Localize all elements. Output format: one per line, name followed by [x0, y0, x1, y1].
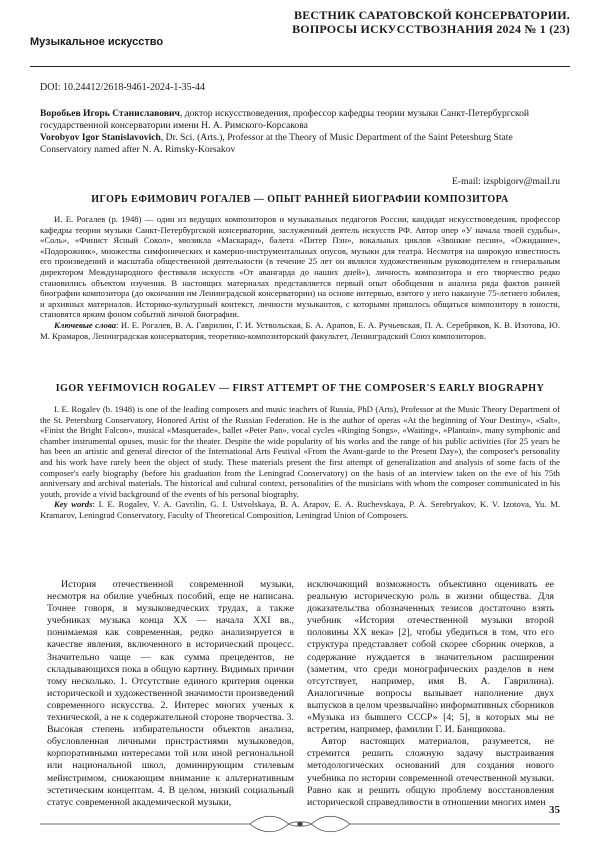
body-column-right — [307, 579, 554, 809]
keywords-en — [40, 499, 560, 520]
body-paragraph: История отечественной современной музыки, несмотря на обилие учебных пособий, еще не написана. Точнее говоря, в музыковедческих трудах, а также учебниках музыка конца XX — начала XXI вв., понимаемая как современная, редко анализируется в качестве явления, включенного в исторический процесс. Значительно чаще — как сумма прецедентов, не складывающихся пока в общую картину. Видимых причин тому несколько. 1. Отсутствие единого критерия оценки исторической и художественной значимости произведений современного искусства. 2. Интерес многих ученых к технической, а не к содержательной стороне творчества. 3. Высокая степень избирательности объектов анализа, обусловленная личными пристрастиями музыковедов, корпоративными интересами той или иной региональной или национальной школ, доминирующим стилевым мейнстримом, снижающим внимание к альтернативным эстетическим концептам. 4. В целом, низкий социальный статус современной академической музыки, — [47, 579, 294, 808]
keywords-ru — [40, 320, 560, 341]
abstract-ru — [40, 214, 560, 341]
journal-title-line1: ВЕСТНИК САРАТОВСКОЙ КОНСЕРВАТОРИИ. — [293, 8, 570, 22]
header-rule — [30, 66, 570, 67]
body-column-left — [47, 579, 294, 809]
author-en-desc: , Dr. Sci. (Arts.), Professor at the Theory of Music Department of the Saint Petersburg State Conservatory named after N. A. Rimsky-Korsakov — [40, 132, 513, 155]
running-header — [30, 8, 570, 64]
keywords-ru-label: Ключевые слова — [54, 319, 117, 330]
journal-title — [292, 8, 570, 36]
author-en — [40, 132, 560, 155]
article-title-en: IGOR YEFIMOVICH ROGALEV — FIRST ATTEMPT OF THE COMPOSER'S EARLY BIOGRAPHY — [55, 383, 545, 394]
keywords-ru-text: : И. Е. Рогалев, В. А. Гаврилин, Г. И. Уствольская, Б. А. Арапов, Е. А. Ручьевская, П. А. Серебряков, К. В. Изотова, Ю. М. Крамаров, Ленинградская консерватория, теоретико-композиторский факультет, Ленинградский Союз композиторов. — [40, 319, 560, 341]
keywords-en-text: : I. E. Rogalev, V. A. Gavrilin, G. I. Ustvolskaya, B. A. Arapov, E. A. Ruchevskaya, P. A. Serebryakov, K. V. Izotova, Yu. M. Kramarov, Leningrad Conservatory, Faculty of Theoretical Composition, Leningrad Union of Composers. — [40, 499, 561, 520]
author-email: E-mail: izspbigorv@mail.ru — [452, 176, 560, 187]
page-number: 35 — [549, 804, 560, 816]
abstract-en-text: I. E. Rogalev (b. 1948) is one of the leading composers and music teachers of Russia, PhD (Arts), Professor at the Music Theory Department of the St. Petersburg Conservatory, Honored Artist of the Russian Federation. He is the author of operas «At the beginning of Your Destiny», «Salt», «Finist the Bright Falcon», musical «Masquerade», ballet «Peter Pan», vocal cycles «Ringing Songs», «Waiting», «Plantain», many symphonic and chamber instrumental opuses, music for the theater. Despite the wide popularity of his works and the range of his public activities (for 25 years he has been an artistic and general director of the International Arts Festival «From the Avant-garde to the Present Day»), the composer's personality and his work have rarely been the object of study. These materials present the first attempt of generalization and analysis of some facts of the composer's early biography (before his graduation from the Leningrad Conservatory) on the basis of an interview taken on the eve of his 75th anniversary and archival materials. The historical and cultural context, personalities of the musicians with whom the composer communicated in his youth, provide a vivid background of the events of his personal biography. — [40, 404, 560, 499]
footer-ornament — [0, 812, 600, 836]
keywords-en-label: Key words — [54, 499, 93, 510]
author-ru-name: Воробьев Игорь Станиславович — [40, 108, 180, 119]
abstract-ru-text: И. Е. Рогалев (р. 1948) — один из ведущих композиторов и музыкальных педагогов России, кандидат искусствоведения, профессор кафедры теории музыки Санкт-Петербургской консерватории, заслуженный деятель искусств РФ. Автор опер «У начала твоей судьбы», «Соль», «Финист Ясный Сокол», мюзикла «Маскарад», балета «Питер Пэн», вокальных циклов «Звонкие песни», «Ожидание», «Подорожник», множества симфонических и камерно-инструментальных опусов, музыки для театра. Несмотря на широкую известность его произведений и масштаба общественной деятельности (в течение 25 лет он являлся художественным руководителем и генеральным директором Международного фестиваля искусств «От авангарда до наших дней»), личность композитора и его творчество редко становились объектом изучения. В настоящих материалах представляется первый опыт обобщения и анализа ряда фактов ранней биографии композитора (до окончания им Ленинградской консерватории) на основе интервью, взятого у него накануне 75-летнего юбилея, и архивных материалов. Историко-культурный контекст, личности музыкантов, с которыми пришлось общаться композитору в юности, становятся ярким фоном событий личной биографии. — [40, 214, 560, 320]
body-paragraph: исключающий возможность объективно оценивать ее реальную историческую роль в жизни общества. Для доказательства обозначенных тезисов достаточно взять учебник «История отечественной музыки второй половины XX века» [2], чтобы убедиться в том, что его структура представляет собой скорее сборник очерков, а содержание нуждается в значительном расширении (заметим, что среди монографических разделов в нем отсутствует, например, имя В. А. Гаврилина). Аналогичные вопросы вызывает наполнение двух выпусков в целом чрезвычайно информативных сборников «Музыка из бывшего СССР» [4; 5], в которых мы не встретим, например, фамилии Г. И. Банщикова. — [307, 579, 554, 736]
doi: DOI: 10.24412/2618-9461-2024-1-35-44 — [40, 82, 205, 93]
author-ru — [40, 108, 560, 131]
journal-title-line2: ВОПРОСЫ ИСКУССТВОЗНАНИЯ 2024 № 1 (23) — [292, 22, 570, 36]
article-title-ru: ИГОРЬ ЕФИМОВИЧ РОГАЛЕВ — ОПЫТ РАННЕЙ БИОГРАФИИ КОМПОЗИТОРА — [91, 194, 509, 205]
abstract-en — [40, 404, 560, 521]
body-paragraph: Автор настоящих материалов, разумеется, не стремится решить сложную задачу выстраивания методологических оснований для создания нового учебника по истории современной отечественной музыки. Равно как и решить общую проблему восстановления исторической справедливости в отношении многих имен — [307, 736, 554, 808]
author-en-name: Vorobyov Igor Stanislavovich — [40, 132, 161, 143]
section-label: Музыкальное искусство — [30, 36, 164, 48]
author-ru-desc: , доктор искусствоведения, профессор кафедры теории музыки Санкт-Петербургской государственной консерватории имени Н. А. Римского-Корсакова — [40, 108, 530, 131]
